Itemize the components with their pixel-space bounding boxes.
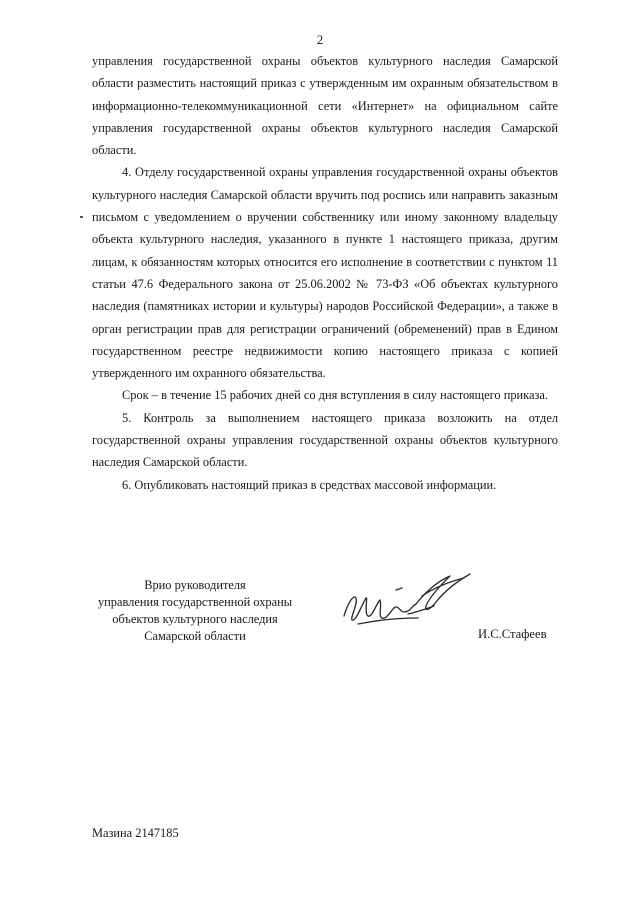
- executor-info: Мазина 2147185: [92, 826, 179, 840]
- signer-title-line: объектов культурного наследия: [112, 612, 278, 626]
- signer-title-line: управления государственной охраны: [97, 595, 293, 609]
- signer-name: И.С.Стафеев: [478, 627, 547, 641]
- page-number: 2: [316, 32, 324, 47]
- paragraph-item-5: 5. Контроль за выполнением настоящего приказа возложить на отдел государственной охраны управления государственной охраны объектов культурного наследия Самарской области.: [92, 410, 558, 470]
- paragraph-item-4: 4. Отделу государственной охраны управления государственной охраны объектов культурного наследия Самарской области вручить под роспись или направить заказным письмом с уведомлением о вручении собственнику или иному законному владельцу объекта культурного наследия, указанного в пункте 1 настоящего приказа, другим лицам, к обязанностям которых относится его исполнение в соответствии с пунктом 11 статьи 47.6 Федерального закона от 25.06.2002 № 73-ФЗ «Об объектах культурного наследия (памятниках истории и культуры) народов Российской Федерации», а также в орган регистрации прав для регистрации ограничений (обременений) прав в Едином государственном реестре недвижимости копию настоящего приказа с копией утвержденного им охранного обязательства.: [92, 165, 558, 381]
- paragraph-item-6: 6. Опубликовать настоящий приказ в средствах массовой информации.: [122, 477, 497, 492]
- paragraph-deadline: Срок – в течение 15 рабочих дней со дня вступления в силу настоящего приказа.: [122, 388, 548, 403]
- paragraph-continuation: управления государственной охраны объектов культурного наследия Самарской области разместить настоящий приказ с утвержденным им охранным обязательством в информационно-телекоммуникационной сети «Интернет» на официальном сайте управления государственной охраны объектов культурного наследия Самарской области.: [92, 54, 558, 158]
- handwritten-signature: [338, 568, 478, 640]
- side-mark: [80, 216, 83, 218]
- signer-title-line: Врио руководителя: [144, 578, 246, 592]
- signer-title-line: Самарской области: [144, 629, 246, 643]
- document-body: [92, 50, 558, 496]
- signer-title: [86, 577, 304, 645]
